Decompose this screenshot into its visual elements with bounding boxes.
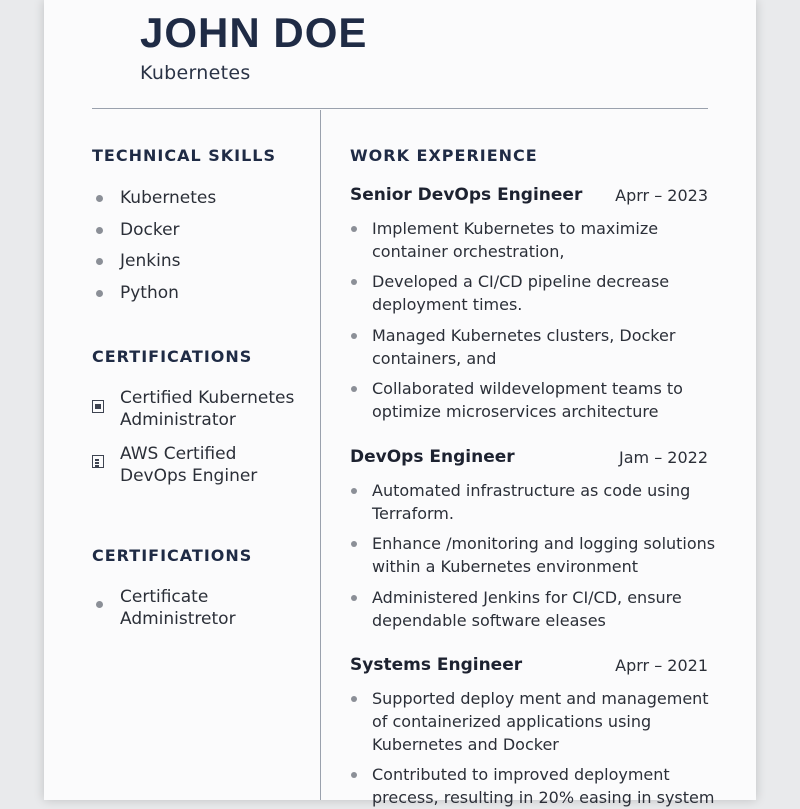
bullet-icon (351, 386, 357, 392)
experience-bullet (350, 270, 720, 316)
experience-text: Enhance /monitoring and logging solutions within a Kubernetes environment (372, 534, 716, 576)
skill-label: Python (120, 283, 179, 303)
header-divider (92, 108, 708, 109)
work-experience-title: WORK EXPERIENCE (350, 146, 538, 165)
candidate-name: JOHN DOE (140, 9, 368, 56)
experience-bullet (350, 479, 720, 525)
bullet-icon (96, 227, 103, 234)
bullet-icon (351, 595, 357, 601)
bullet-icon (351, 226, 357, 232)
skill-label: Docker (120, 220, 180, 240)
certification-line: AWS Certified (120, 444, 237, 464)
job-title: DevOps Engineer (350, 447, 515, 467)
bullet-icon (96, 601, 103, 608)
column-divider (320, 110, 321, 800)
bullet-icon (351, 333, 357, 339)
experience-bullet (350, 377, 720, 423)
certificate-icon (92, 400, 104, 413)
certification-line: Certified Kubernetes (120, 388, 295, 408)
bullet-icon (96, 290, 103, 297)
certification-line: DevOps Enginer (120, 466, 258, 486)
certification-line: Certificate (120, 587, 209, 607)
bullet-icon (96, 258, 103, 265)
skill-label: Kubernetes (120, 188, 217, 208)
experience-bullet (350, 324, 720, 370)
experience-text: Contributed to improved deployment precess, resulting in 20% easing in system (372, 765, 715, 807)
experience-text: Administered Jenkins for CI/CD, ensure dependable software eleases (372, 588, 682, 630)
bullet-icon (351, 772, 357, 778)
certifications-section-title: CERTIFICATIONS (92, 347, 253, 366)
experience-bullet (350, 763, 720, 809)
experience-text: Managed Kubernetes clusters, Docker containers, and (372, 326, 676, 368)
bullet-icon (351, 488, 357, 494)
document-icon (92, 455, 104, 468)
bullet-icon (351, 279, 357, 285)
bullet-icon (96, 195, 103, 202)
experience-bullet (350, 532, 720, 578)
candidate-subtitle: Kubernetes (140, 62, 251, 84)
certification-line: Administrator (120, 410, 236, 430)
experience-bullet (350, 586, 720, 632)
certifications-section-title: CERTIFICATIONS (92, 546, 253, 565)
job-date: Jam – 2022 (619, 448, 708, 467)
experience-bullet (350, 687, 720, 756)
experience-text: Implement Kubernetes to maximize container orchestration, (372, 219, 659, 261)
job-date: Aprr – 2023 (615, 186, 708, 205)
experience-text: Collaborated wildevelopment teams to optimize microservices architecture (372, 379, 683, 421)
bullet-icon (351, 541, 357, 547)
resume-header (140, 8, 367, 84)
experience-text: Developed a CI/CD pipeline decrease deployment times. (372, 272, 670, 314)
skill-label: Jenkins (120, 251, 181, 271)
experience-text: Automated infrastructure as code using Terraform. (372, 481, 691, 523)
job-title: Senior DevOps Engineer (350, 185, 583, 205)
skills-section-title: TECHNICAL SKILLS (92, 146, 276, 165)
bullet-icon (351, 696, 357, 702)
job-title: Systems Engineer (350, 655, 523, 675)
job-date: Aprr – 2021 (615, 656, 708, 675)
experience-text: Supported deploy ment and management of containerized applications using Kubernetes and Docker (372, 689, 709, 754)
certification-line: Administretor (120, 609, 236, 629)
experience-bullet (350, 217, 720, 263)
